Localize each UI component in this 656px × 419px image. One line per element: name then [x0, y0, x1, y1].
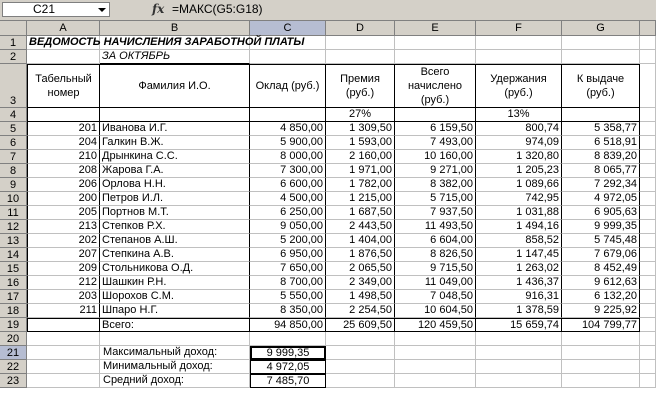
worksheet-grid[interactable] — [0, 21, 656, 419]
employee-ded[interactable]: 916,31 — [476, 290, 562, 304]
employee-total[interactable]: 8 382,00 — [395, 178, 476, 192]
employee-pay[interactable]: 8 452,49 — [562, 262, 640, 276]
grid-cell[interactable] — [250, 50, 326, 64]
grid-cell[interactable] — [640, 206, 656, 220]
employee-id[interactable]: 213 — [27, 220, 100, 234]
grid-cell[interactable] — [27, 50, 100, 64]
column-header-a[interactable]: A — [27, 21, 100, 36]
grid-cell[interactable] — [640, 248, 656, 262]
stat-value[interactable]: 7 485,70 — [250, 374, 326, 388]
employee-bonus[interactable]: 1 215,00 — [326, 192, 395, 206]
employee-bonus[interactable]: 2 160,00 — [326, 150, 395, 164]
grid-cell[interactable] — [476, 346, 562, 360]
employee-salary[interactable]: 7 300,00 — [250, 164, 326, 178]
employee-ded[interactable]: 1 263,02 — [476, 262, 562, 276]
employee-pay[interactable]: 4 972,05 — [562, 192, 640, 206]
grid-cell[interactable] — [326, 346, 395, 360]
grid-cell[interactable] — [562, 50, 640, 64]
employee-id[interactable]: 206 — [27, 178, 100, 192]
employee-bonus[interactable]: 1 498,50 — [326, 290, 395, 304]
row-header-1[interactable]: 1 — [0, 36, 27, 50]
fx-icon[interactable]: fx — [152, 2, 165, 16]
column-header-h[interactable] — [640, 21, 656, 36]
employee-salary[interactable]: 6 250,00 — [250, 206, 326, 220]
grid-cell[interactable] — [326, 360, 395, 374]
grid-cell[interactable] — [640, 36, 656, 50]
grid-cell[interactable] — [395, 332, 476, 346]
grid-cell[interactable] — [640, 360, 656, 374]
pct-row-cell[interactable] — [250, 108, 326, 122]
employee-pay[interactable]: 9 612,63 — [562, 276, 640, 290]
grid-cell[interactable] — [640, 164, 656, 178]
employee-bonus[interactable]: 1 593,00 — [326, 136, 395, 150]
employee-pay[interactable]: 7 679,06 — [562, 248, 640, 262]
totals-total[interactable]: 120 459,50 — [395, 318, 476, 332]
employee-ded[interactable]: 1 320,80 — [476, 150, 562, 164]
grid-cell[interactable] — [326, 374, 395, 388]
employee-total[interactable]: 8 826,50 — [395, 248, 476, 262]
sheet-title[interactable]: ВЕДОМОСТЬ НАЧИСЛЕНИЯ ЗАРАБОТНОЙ ПЛАТЫ — [27, 36, 476, 50]
grid-cell[interactable] — [640, 318, 656, 332]
employee-salary[interactable]: 9 050,00 — [250, 220, 326, 234]
column-title-c[interactable]: Оклад (руб.) — [250, 64, 326, 108]
employee-id[interactable]: 202 — [27, 234, 100, 248]
grid-cell[interactable] — [27, 332, 100, 346]
grid-cell[interactable] — [640, 122, 656, 136]
employee-salary[interactable]: 6 950,00 — [250, 248, 326, 262]
employee-total[interactable]: 6 159,50 — [395, 122, 476, 136]
employee-ded[interactable]: 974,09 — [476, 136, 562, 150]
grid-cell[interactable] — [395, 50, 476, 64]
sheet-subtitle[interactable]: ЗА ОКТЯБРЬ — [100, 50, 250, 64]
employee-total[interactable]: 11 049,00 — [395, 276, 476, 290]
grid-cell[interactable] — [476, 50, 562, 64]
grid-cell[interactable] — [640, 136, 656, 150]
grid-cell[interactable] — [640, 374, 656, 388]
employee-salary[interactable]: 4 500,00 — [250, 192, 326, 206]
stat-label[interactable]: Минимальный доход: — [100, 360, 250, 374]
employee-ded[interactable]: 1 494,16 — [476, 220, 562, 234]
column-title-b[interactable]: Фамилия И.О. — [100, 64, 250, 108]
employee-name[interactable]: Дрынкина С.С. — [100, 150, 250, 164]
row-header-8[interactable]: 8 — [0, 164, 27, 178]
column-header-e[interactable]: E — [395, 21, 476, 36]
pct-row-cell[interactable] — [562, 108, 640, 122]
formula-input[interactable]: =МАКС(G5:G18) — [172, 2, 263, 16]
grid-cell[interactable] — [640, 276, 656, 290]
grid-cell[interactable] — [476, 332, 562, 346]
employee-total[interactable]: 11 493,50 — [395, 220, 476, 234]
employee-bonus[interactable]: 2 349,00 — [326, 276, 395, 290]
row-header-3[interactable]: 3 — [0, 64, 27, 108]
premium-percent[interactable]: 27% — [326, 108, 395, 122]
grid-cell[interactable] — [640, 178, 656, 192]
grid-cell[interactable] — [27, 346, 100, 360]
grid-cell[interactable] — [326, 332, 395, 346]
grid-cell[interactable] — [640, 64, 656, 108]
stat-value[interactable]: 4 972,05 — [250, 360, 326, 374]
row-header-7[interactable]: 7 — [0, 150, 27, 164]
employee-name[interactable]: Портнов М.Т. — [100, 206, 250, 220]
employee-name[interactable]: Шорохов С.М. — [100, 290, 250, 304]
grid-cell[interactable] — [640, 192, 656, 206]
row-header-5[interactable]: 5 — [0, 122, 27, 136]
employee-ded[interactable]: 1 205,23 — [476, 164, 562, 178]
employee-total[interactable]: 10 604,50 — [395, 304, 476, 318]
grid-cell[interactable] — [476, 360, 562, 374]
employee-id[interactable]: 212 — [27, 276, 100, 290]
column-header-d[interactable]: D — [326, 21, 395, 36]
employee-salary[interactable]: 8 000,00 — [250, 150, 326, 164]
employee-salary[interactable]: 5 550,00 — [250, 290, 326, 304]
employee-salary[interactable]: 4 850,00 — [250, 122, 326, 136]
grid-cell[interactable] — [640, 262, 656, 276]
employee-id[interactable]: 207 — [27, 248, 100, 262]
grid-cell[interactable] — [562, 346, 640, 360]
grid-cell[interactable] — [562, 332, 640, 346]
employee-id[interactable]: 211 — [27, 304, 100, 318]
row-header-18[interactable]: 18 — [0, 304, 27, 318]
employee-bonus[interactable]: 1 687,50 — [326, 206, 395, 220]
row-header-12[interactable]: 12 — [0, 220, 27, 234]
employee-salary[interactable]: 6 600,00 — [250, 178, 326, 192]
row-header-19[interactable]: 19 — [0, 318, 27, 332]
employee-id[interactable]: 201 — [27, 122, 100, 136]
totals-salary[interactable]: 94 850,00 — [250, 318, 326, 332]
employee-total[interactable]: 7 937,50 — [395, 206, 476, 220]
row-header-17[interactable]: 17 — [0, 290, 27, 304]
pct-row-cell[interactable] — [27, 108, 100, 122]
employee-total[interactable]: 7 493,00 — [395, 136, 476, 150]
employee-id[interactable]: 205 — [27, 206, 100, 220]
formula-bar — [0, 0, 656, 21]
grid-cell[interactable] — [100, 332, 250, 346]
employee-pay[interactable]: 9 225,92 — [562, 304, 640, 318]
employee-pay[interactable]: 6 905,63 — [562, 206, 640, 220]
employee-salary[interactable]: 5 900,00 — [250, 136, 326, 150]
grid-cell[interactable] — [562, 36, 640, 50]
column-title-a[interactable]: Табельный номер — [27, 64, 100, 108]
employee-id[interactable]: 210 — [27, 150, 100, 164]
column-header-c[interactable]: C — [250, 21, 326, 36]
grid-cell[interactable] — [640, 150, 656, 164]
totals-label[interactable]: Всего: — [100, 318, 250, 332]
employee-name[interactable]: Степанов А.Ш. — [100, 234, 250, 248]
grid-cell[interactable] — [640, 234, 656, 248]
stat-label[interactable]: Средний доход: — [100, 374, 250, 388]
row-header-4[interactable]: 4 — [0, 108, 27, 122]
totals-bonus[interactable]: 25 609,50 — [326, 318, 395, 332]
row-header-23[interactable]: 23 — [0, 374, 27, 388]
employee-salary[interactable]: 7 650,00 — [250, 262, 326, 276]
row-header-22[interactable]: 22 — [0, 360, 27, 374]
grid-cell[interactable] — [640, 220, 656, 234]
row-header-16[interactable]: 16 — [0, 276, 27, 290]
grid-cell[interactable] — [640, 332, 656, 346]
column-title-d[interactable]: Премия (руб.) — [326, 64, 395, 108]
grid-cell[interactable] — [562, 360, 640, 374]
deduction-percent[interactable]: 13% — [476, 108, 562, 122]
pct-row-cell[interactable] — [100, 108, 250, 122]
employee-pay[interactable]: 5 358,77 — [562, 122, 640, 136]
employee-bonus[interactable]: 1 876,50 — [326, 248, 395, 262]
employee-ded[interactable]: 1 031,88 — [476, 206, 562, 220]
employee-name[interactable]: Стольникова О.Д. — [100, 262, 250, 276]
employee-ded[interactable]: 1 089,66 — [476, 178, 562, 192]
employee-name[interactable]: Степков Р.Х. — [100, 220, 250, 234]
column-title-g[interactable]: К выдаче (руб.) — [562, 64, 640, 108]
grid-cell[interactable] — [476, 36, 562, 50]
employee-bonus[interactable]: 2 065,50 — [326, 262, 395, 276]
employee-pay[interactable]: 6 518,91 — [562, 136, 640, 150]
employee-pay[interactable]: 5 745,48 — [562, 234, 640, 248]
employee-id[interactable]: 200 — [27, 192, 100, 206]
employee-name[interactable]: Шпаро Н.Г. — [100, 304, 250, 318]
row-header-14[interactable]: 14 — [0, 248, 27, 262]
employee-name[interactable]: Галкин В.Ж. — [100, 136, 250, 150]
select-all-corner[interactable] — [0, 21, 27, 36]
row-header-21[interactable]: 21 — [0, 346, 27, 360]
employee-total[interactable]: 9 715,50 — [395, 262, 476, 276]
employee-id[interactable]: 203 — [27, 290, 100, 304]
row-header-10[interactable]: 10 — [0, 192, 27, 206]
row-header-15[interactable]: 15 — [0, 262, 27, 276]
grid-cell[interactable] — [640, 290, 656, 304]
employee-name[interactable]: Шашкин Р.Н. — [100, 276, 250, 290]
employee-name[interactable]: Жарова Г.А. — [100, 164, 250, 178]
employee-pay[interactable]: 9 999,35 — [562, 220, 640, 234]
row-header-9[interactable]: 9 — [0, 178, 27, 192]
column-header-g[interactable]: G — [562, 21, 640, 36]
employee-total[interactable]: 9 271,00 — [395, 164, 476, 178]
employee-bonus[interactable]: 2 254,50 — [326, 304, 395, 318]
totals-empty[interactable] — [27, 318, 100, 332]
employee-ded[interactable]: 858,52 — [476, 234, 562, 248]
grid-cell[interactable] — [395, 374, 476, 388]
row-header-13[interactable]: 13 — [0, 234, 27, 248]
grid-cell[interactable] — [395, 346, 476, 360]
employee-ded[interactable]: 742,95 — [476, 192, 562, 206]
column-header-f[interactable]: F — [476, 21, 562, 36]
employee-id[interactable]: 208 — [27, 164, 100, 178]
row-header-20[interactable]: 20 — [0, 332, 27, 346]
employee-total[interactable]: 5 715,00 — [395, 192, 476, 206]
employee-name[interactable]: Орлова Н.Н. — [100, 178, 250, 192]
employee-ded[interactable]: 1 147,45 — [476, 248, 562, 262]
grid-cell[interactable] — [326, 50, 395, 64]
employee-bonus[interactable]: 2 443,50 — [326, 220, 395, 234]
grid-cell[interactable] — [562, 374, 640, 388]
column-title-e[interactable]: Всего начислено (руб.) — [395, 64, 476, 108]
stat-label[interactable]: Максимальный доход: — [100, 346, 250, 360]
grid-cell[interactable] — [640, 50, 656, 64]
employee-id[interactable]: 209 — [27, 262, 100, 276]
totals-ded[interactable]: 15 659,74 — [476, 318, 562, 332]
employee-bonus[interactable]: 1 782,00 — [326, 178, 395, 192]
chevron-down-icon[interactable] — [98, 8, 106, 12]
employee-pay[interactable]: 7 292,34 — [562, 178, 640, 192]
employee-pay[interactable]: 8 065,77 — [562, 164, 640, 178]
employee-total[interactable]: 6 604,00 — [395, 234, 476, 248]
grid-cell[interactable] — [476, 374, 562, 388]
row-header-6[interactable]: 6 — [0, 136, 27, 150]
employee-id[interactable]: 204 — [27, 136, 100, 150]
grid-cell[interactable] — [640, 304, 656, 318]
employee-bonus[interactable]: 1 309,50 — [326, 122, 395, 136]
employee-name[interactable]: Степкина А.В. — [100, 248, 250, 262]
name-box[interactable] — [2, 2, 110, 17]
row-header-11[interactable]: 11 — [0, 206, 27, 220]
column-title-f[interactable]: Удержания (руб.) — [476, 64, 562, 108]
grid-cell[interactable] — [27, 360, 100, 374]
grid-cell[interactable] — [640, 346, 656, 360]
employee-name[interactable]: Иванова И.Г. — [100, 122, 250, 136]
totals-pay[interactable]: 104 799,77 — [562, 318, 640, 332]
column-header-b[interactable]: B — [100, 21, 250, 36]
employee-pay[interactable]: 6 132,20 — [562, 290, 640, 304]
employee-salary[interactable]: 8 700,00 — [250, 276, 326, 290]
row-header-2[interactable]: 2 — [0, 50, 27, 64]
stat-value[interactable]: 9 999,35 — [250, 346, 326, 360]
name-box-value: C21 — [33, 2, 56, 16]
employee-name[interactable]: Петров И.Л. — [100, 192, 250, 206]
employee-salary[interactable]: 5 200,00 — [250, 234, 326, 248]
grid-cell[interactable] — [27, 374, 100, 388]
employee-total[interactable]: 10 160,00 — [395, 150, 476, 164]
grid-cell[interactable] — [395, 360, 476, 374]
grid-cell[interactable] — [640, 108, 656, 122]
grid-cell[interactable] — [250, 332, 326, 346]
employee-bonus[interactable]: 1 971,00 — [326, 164, 395, 178]
employee-ded[interactable]: 1 436,37 — [476, 276, 562, 290]
employee-ded[interactable]: 1 378,59 — [476, 304, 562, 318]
employee-bonus[interactable]: 1 404,00 — [326, 234, 395, 248]
pct-row-cell[interactable] — [395, 108, 476, 122]
employee-salary[interactable]: 8 350,00 — [250, 304, 326, 318]
employee-pay[interactable]: 8 839,20 — [562, 150, 640, 164]
employee-ded[interactable]: 800,74 — [476, 122, 562, 136]
employee-total[interactable]: 7 048,50 — [395, 290, 476, 304]
